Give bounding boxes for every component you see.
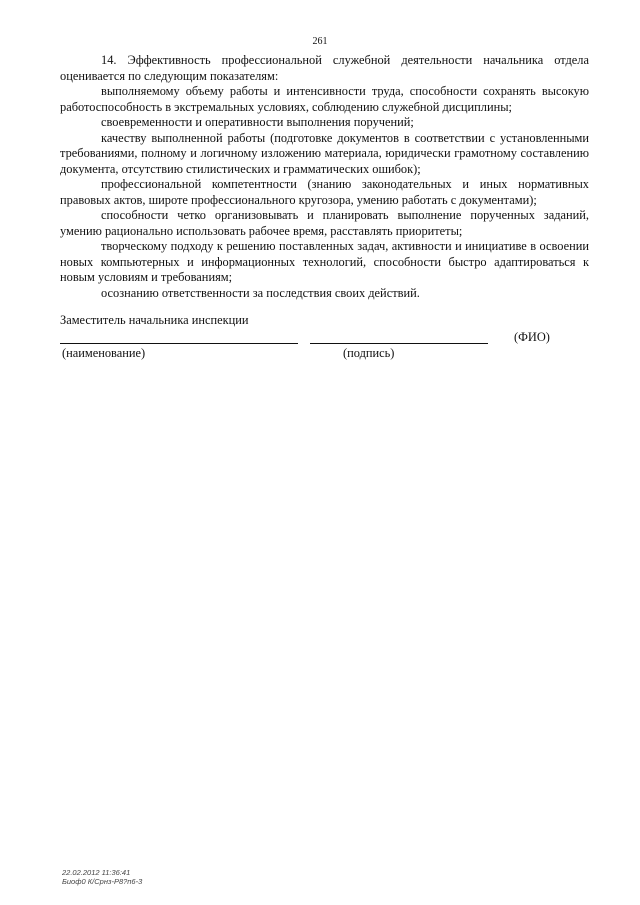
- signature-label: (подпись): [343, 346, 395, 360]
- paragraph-indicator: качеству выполненной работы (подготовке документов в соответствии с установленными требованиями, полному и логичному изложению материала, юридически грамотному составлению документа, отсутствию стилистических и грамматических ошибок);: [60, 130, 589, 176]
- paragraph-indicator: осознанию ответственности за последствия своих действий.: [101, 285, 420, 300]
- paragraph-indicator: профессиональной компетентности (знанию законодательных и иных нормативных правовых актов, широте профессионального кругозора, умению работать с документами);: [60, 177, 589, 207]
- signature-underline: [310, 343, 488, 344]
- paragraph-heading: 14. Эффективность профессиональной служебной деятельности начальника отдела оценивается по следующим показателям:: [60, 53, 589, 83]
- footer-stamp: [62, 868, 142, 886]
- footer-timestamp: 22.02.2012 11:36:41: [62, 868, 131, 877]
- name-label: (наименование): [62, 346, 146, 360]
- footer-code: Биоф0 К/Срнз-Р8?п6-3: [62, 877, 143, 886]
- name-underline: [60, 343, 298, 344]
- paragraph-indicator: своевременности и оперативности выполнения поручений;: [101, 115, 414, 129]
- signature-caption: Заместитель начальника инспекции: [60, 313, 249, 327]
- paragraph-indicator: выполняемому объему работы и интенсивности труда, способности сохранять высокую работоспособность в экстремальных условиях, соблюдению служебной дисциплины;: [60, 84, 589, 114]
- body-text: [60, 53, 589, 301]
- paragraph-indicator: творческому подходу к решению поставленных задач, активности и инициативе в освоении новых компьютерных и информационных технологий, способности быстро адаптироваться к новым условиям и требованиям;: [60, 239, 589, 284]
- fio-label: (ФИО): [514, 330, 550, 344]
- paragraph-indicator: способности четко организовывать и планировать выполнение порученных заданий, умению рационально использовать рабочее время, расставлять приоритеты;: [60, 208, 589, 238]
- page-number: 261: [312, 36, 328, 47]
